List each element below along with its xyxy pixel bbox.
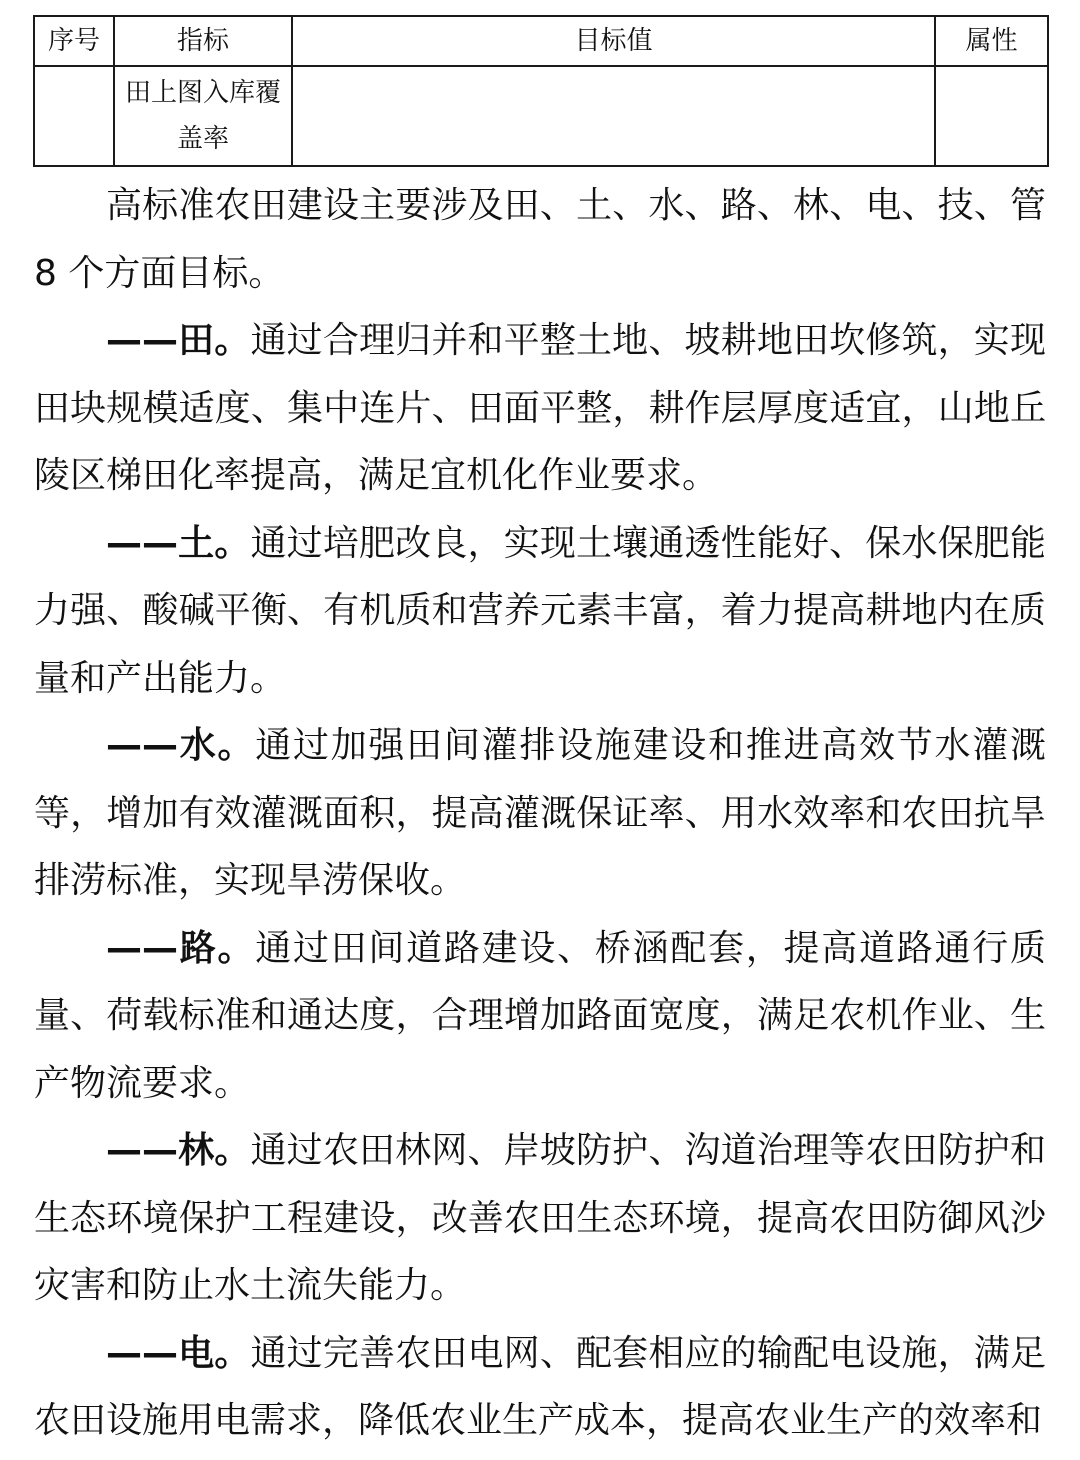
text-shui: 通过加强田间灌排设施建设和推进高效节水灌溉等，增加有效灌溉面积，提高灌溉保证率、用水效率和农田抗旱排涝标准，实现旱涝保收。 [34,725,1046,901]
paragraph-tu [34,510,1046,713]
text-lin: 通过农田林网、岸坡防护、沟道治理等农田防护和生态环境保护工程建设，改善农田生态环境，提高农田防御风沙灾害和防止水土流失能力。 [34,1130,1046,1306]
paragraph-lin [34,1117,1046,1320]
header-target: 目标值 [292,16,935,66]
text-tian: 通过合理归并和平整土地、坡耕地田坎修筑，实现田块规模适度、集中连片、田面平整，耕作层厚度适宜，山地丘陵区梯田化率提高，满足宜机化作业要求。 [34,320,1046,496]
paragraph-lu [34,915,1046,1118]
lead-tu: ——土。 [106,522,251,564]
lead-lin: ——林。 [106,1130,251,1171]
lead-tian: ——田。 [106,320,251,361]
paragraph-tian [34,307,1046,510]
cell-target [292,66,935,166]
text-tu: 通过培肥改良，实现土壤通透性能好、保水保肥能力强、酸碱平衡、有机质和营养元素丰富，着力提高耕地内在质量和产出能力。 [34,522,1046,699]
paragraph-dian [34,1320,1046,1455]
cell-attribute [935,66,1048,166]
paragraph-shui [34,712,1046,915]
header-seq: 序号 [34,16,114,66]
table-row [34,66,1048,166]
indicator-table [33,15,1049,167]
lead-shui: ——水。 [106,725,256,766]
text-lu: 通过田间道路建设、桥涵配套，提高道路通行质量、荷载标准和通达度，合理增加路面宽度，满足农机作业、生产物流要求。 [34,927,1046,1104]
lead-lu: ——路。 [106,927,256,969]
header-attribute: 属性 [935,16,1048,66]
text-dian: 通过完善农田电网、配套相应的输配电设施，满足农田设施用电需求，降低农业生产成本，提高农业生产的效率和 [34,1332,1046,1441]
cell-indicator: 田上图入库覆盖率 [114,66,292,166]
intro-paragraph: 高标准农田建设主要涉及田、土、水、路、林、电、技、管8 个方面目标。 [34,185,1046,294]
cell-seq [34,66,114,166]
lead-dian: ——电。 [106,1332,251,1374]
body-text [34,172,1046,1455]
header-indicator: 指标 [114,16,292,66]
table-header-row [34,16,1048,66]
